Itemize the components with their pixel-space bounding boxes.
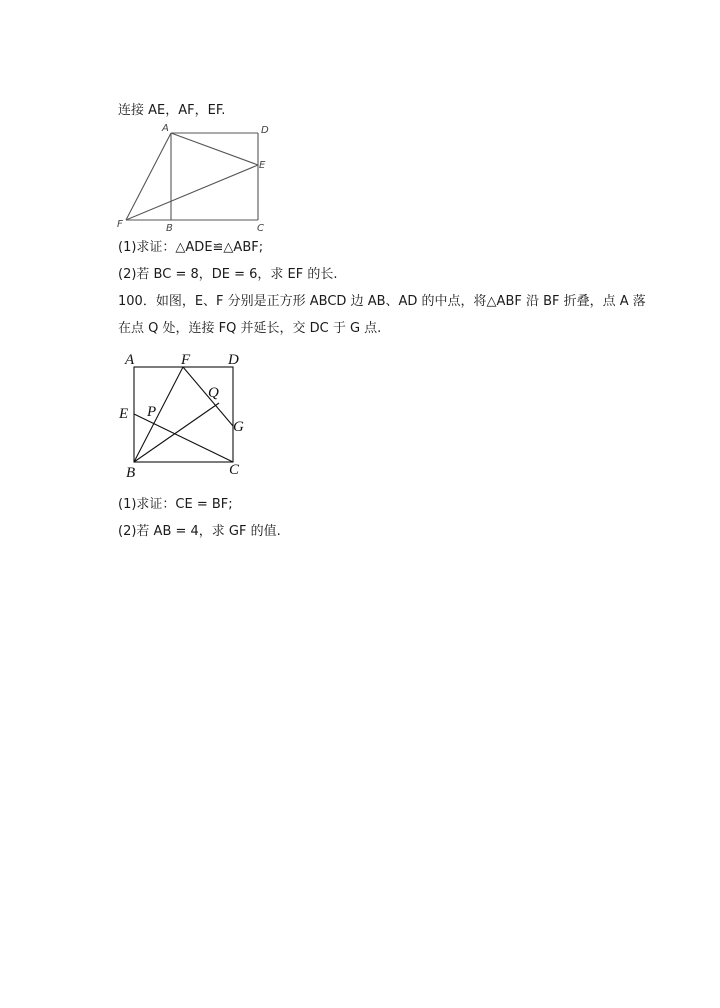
label-f: F	[181, 352, 191, 368]
segment-af	[126, 133, 171, 220]
figure-2-geometry	[112, 345, 262, 480]
connect-line-text: 连接 AE，AF，EF.	[118, 103, 226, 118]
segment-ae	[171, 133, 258, 165]
label-c: C	[229, 462, 240, 478]
segment-fe	[126, 165, 258, 220]
label-a: A	[162, 123, 169, 134]
label-d: D	[261, 125, 269, 136]
question-1-1: (1)求证：△ADE≌△ABF;	[118, 240, 264, 255]
problem-100-line2: 在点 Q 处，连接 FQ 并延长，交 DC 于 G 点.	[118, 321, 382, 336]
label-d: D	[228, 352, 239, 368]
label-b: B	[126, 465, 136, 480]
figure-1-geometry	[110, 120, 280, 235]
label-a: A	[125, 352, 135, 368]
label-q: Q	[208, 385, 219, 401]
question-1-2: (2)若 BC = 8，DE = 6，求 EF 的长.	[118, 267, 338, 282]
label-c: C	[257, 223, 264, 234]
label-p: P	[147, 404, 157, 420]
label-e: E	[119, 406, 129, 422]
label-b: B	[166, 223, 173, 234]
problem-100-line1: 100．如图，E、F 分别是正方形 ABCD 边 AB、AD 的中点，将△ABF 沿 BF 折叠，点 A 落	[118, 294, 646, 309]
question-100-1: (1)求证：CE = BF;	[118, 497, 233, 512]
question-100-2: (2)若 AB = 4，求 GF 的值.	[118, 524, 281, 539]
label-e: E	[259, 160, 266, 171]
segment-bf	[134, 367, 183, 462]
segment-ec	[134, 414, 233, 462]
label-g: G	[233, 419, 244, 435]
label-f: F	[117, 219, 123, 230]
